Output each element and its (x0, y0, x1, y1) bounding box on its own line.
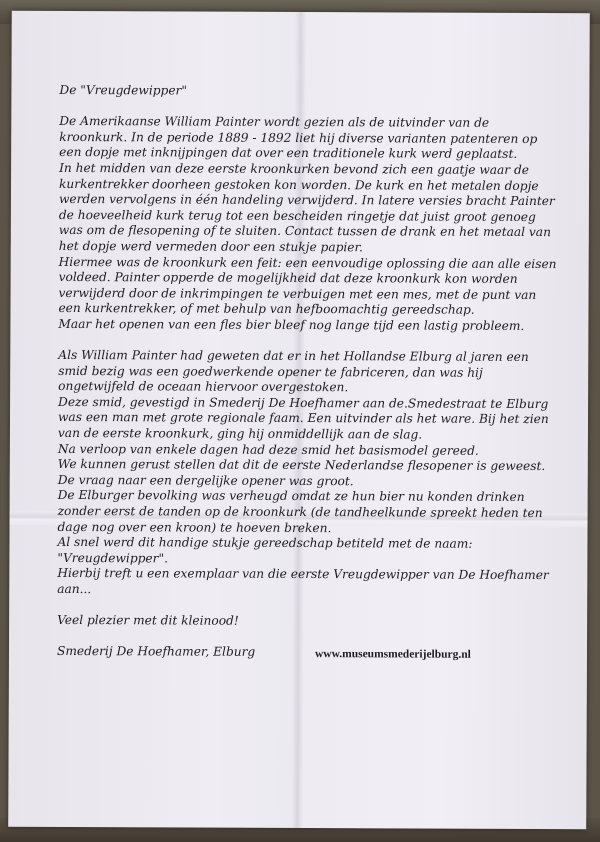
paragraph-painter-intro: De Amerikaanse William Painter wordt gezien als de uitvinder van de kroonkurk. In de periode 1889 - 1892 liet hij diverse varianten patenteren op een dopje met inknijpingen dat over een traditionele kurk werd geplaatst. (59, 114, 538, 162)
paragraph-first-crowns: In het midden van deze eerste kroonkurken bevond zich een gaatje waar de kurkentrekker doorheen gestoken kon worden. De kurk en het metalen dopje werden vervolgens in één handeling verwijderd. In latere versies bracht Painter de hoeveelheid kurk terug tot een bescheiden ringetje dat juist groot genoeg was om de flesopening of te sluiten. Contact tussen de drank en het metaal van het dopje werd vermeden door een stukje papier. (58, 160, 555, 255)
paragraph-exemplaar: Hierbij treft u een exemplaar van die eerste Vreugdewipper van De Hoefhamer aan... (57, 566, 549, 597)
paragraph-name-vreugdewipper: Al snel werd dit handige stukje gereedschap betiteld met de naam: "Vreugdewipper". (57, 535, 473, 566)
letter-body (57, 83, 558, 662)
letter-title: De "Vreugdewipper" (59, 82, 188, 98)
paragraph-problem: Maar het openen van een fles bier bleef nog lange tijd een lastig probleem. (58, 316, 525, 333)
paragraph-elburg-smith: Als William Painter had geweten dat er in het Hollandse Elburg al jaren een smid bezig was een goedwerkende opener te fabriceren, dan was hij ongetwijfeld de oceaan hiervoor overgestoken. (58, 348, 529, 395)
paragraph-hoefhamer: Deze smid, gevestigd in Smederij De Hoefhamer aan de.Smedestraat te Elburg was een man met grote regionale faam. Een uitvinder als het ware. Bij het zien van de eerste kroonkurk, ging hij onmiddellijk aan de slag. (57, 394, 549, 442)
paragraph-kroonkurk-feit: Hiermee was de kroonkurk een feit: een eenvoudige oplossing die aan alle eisen voldeed. Painter opperde de mogelijkheid dat deze kroonkurk kon worden verwijderd door de inkrimpingen te verbuigen met een mes, met de punt van een kurkentrekker, of met behulp van hefboomachtig gereedschap. (58, 254, 557, 318)
closing-line: Veel plezier met dit kleinood! (57, 613, 239, 628)
website-url: www.museumsmederijelburg.nl (314, 647, 471, 661)
paragraph-elburger-bevolking: De Elburger bevolking was verheugd omdat ze hun bier nu konden drinken zonder eerst de tanden op de kroonkurk (de tandheelkunde spreekt heden ten dage nog over een kroon) te hoeven breken. (57, 488, 543, 535)
paragraph-first-opener: We kunnen gerust stellen dat dit de eerste Nederlandse flesopener is geweest. De vraag naar een dergelijke opener was groot. (57, 457, 546, 489)
signature-row (57, 644, 555, 662)
signature: Smederij De Hoefhamer, Elburg (56, 643, 256, 659)
letter-sheet (8, 11, 590, 830)
paragraph-basismodel: Na verloop van enkele dagen had deze smid het basismodel gereed. (57, 441, 479, 458)
